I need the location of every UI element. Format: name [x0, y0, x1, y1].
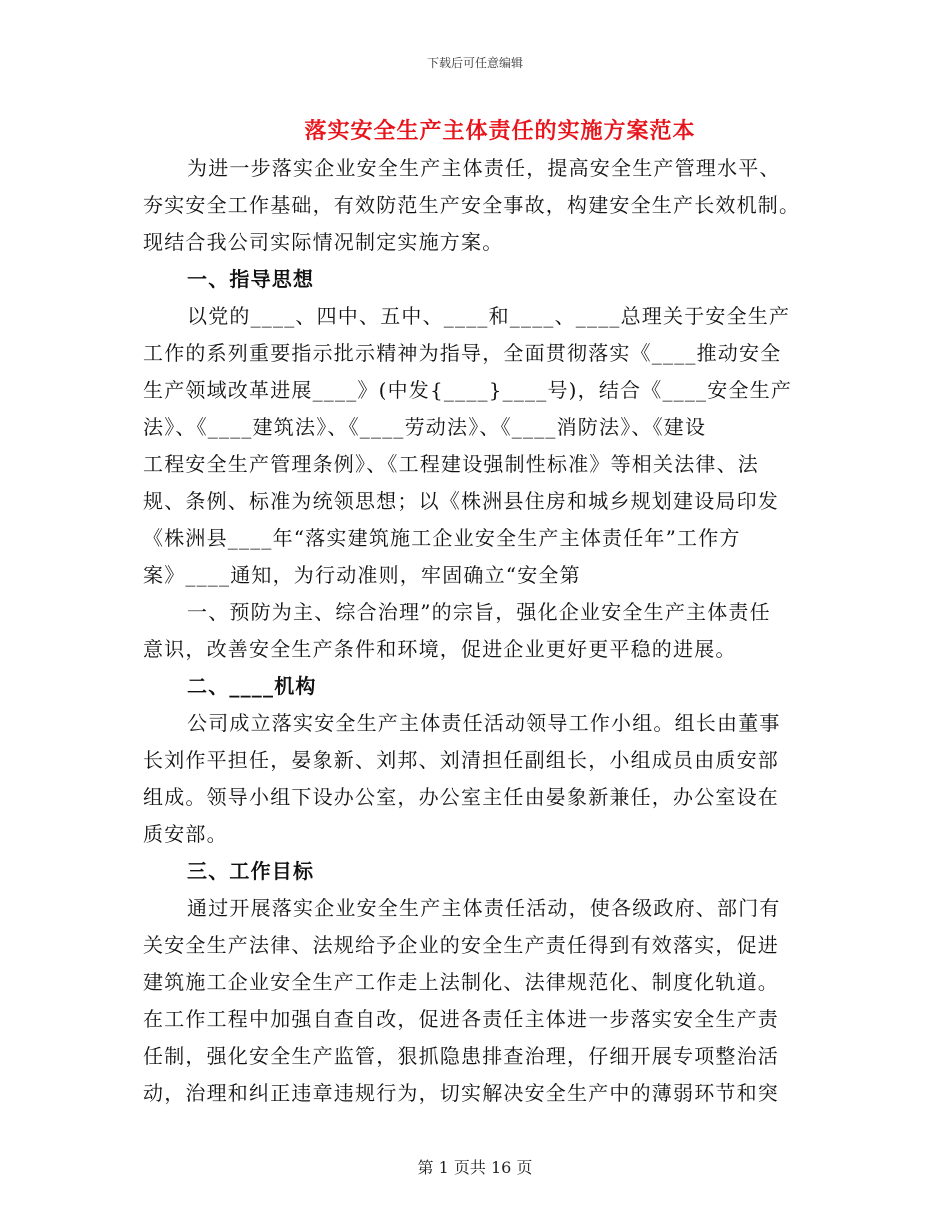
body-text-line: 关安全生产法律、法规给予企业的安全生产责任得到有效落实，促进 [143, 933, 779, 957]
body-text-line: 长刘作平担任，晏象新、刘邦、刘清担任副组长，小组成员由质安部 [143, 748, 779, 772]
body-text-line: 生产领域改革进展____》(中发{____}____号)，结合《____安全生产 [143, 378, 793, 402]
body-text-line: 意识，改善安全生产条件和环境，促进企业更好更平稳的进展。 [143, 637, 737, 661]
body-text-line: 质安部。 [143, 822, 228, 846]
body-text-line: 夯实安全工作基础，有效防范生产安全事故，构建安全生产长效机制。 [143, 193, 801, 217]
document-body [143, 150, 807, 1112]
body-text-line: 案》____通知，为行动准则，牢固确立“安全第 [143, 563, 581, 587]
body-text-line: 工作的系列重要指示批示精神为指导，全面贯彻落实《____推动安全 [143, 341, 782, 365]
body-text-line: 规、条例、标准为统领思想；以《株洲县住房和城乡规划建设局印发 [143, 489, 779, 513]
body-text-line: 组成。领导小组下设办公室，办公室主任由晏象新兼任，办公室设在 [143, 785, 779, 809]
page-number-footer: 第 1 页共 16 页 [417, 1158, 533, 1177]
body-text-line: 一、预防为主、综合治理”的宗旨，强化企业安全生产主体责任 [187, 600, 771, 624]
body-text-line: 法》、《____建筑法》、《____劳动法》、《____消防法》、《建设 [143, 415, 707, 439]
section-heading: 二、____机构 [187, 674, 317, 698]
body-text-line: 在工作工程中加强自查自改，促进各责任主体进一步落实安全生产责 [143, 1007, 779, 1031]
body-text-line: 现结合我公司实际情况制定实施方案。 [143, 230, 504, 254]
body-text-line: 工程安全生产管理条例》、《工程建设强制性标准》等相关法律、法 [143, 452, 759, 476]
body-text-line: 建筑施工企业安全生产工作走上法制化、法律规范化、制度化轨道。 [143, 970, 779, 994]
section-heading: 三、工作目标 [187, 859, 315, 883]
body-text-line: 公司成立落实安全生产主体责任活动领导工作小组。组长由董事 [187, 711, 781, 735]
body-text-line: 任制，强化安全生产监管，狠抓隐患排查治理，仔细开展专项整治活 [143, 1044, 779, 1068]
body-text-line: 动，治理和纠正违章违规行为，切实解决安全生产中的薄弱环节和突 [143, 1081, 779, 1105]
document-title: 落实安全生产主体责任的实施方案范本 [304, 118, 696, 144]
body-text-line: 以党的____、四中、五中、____和____、____总理关于安全生产 [187, 304, 791, 328]
page-header-note: 下载后可任意编辑 [426, 56, 523, 70]
body-text-line: 为进一步落实企业安全生产主体责任，提高安全生产管理水平、 [187, 156, 781, 180]
section-heading: 一、指导思想 [187, 267, 315, 291]
body-text-line: 通过开展落实企业安全生产主体责任活动，使各级政府、部门有 [187, 896, 781, 920]
body-text-line: 《株洲县____年“落实建筑施工企业安全生产主体责任年”工作方 [143, 526, 741, 550]
